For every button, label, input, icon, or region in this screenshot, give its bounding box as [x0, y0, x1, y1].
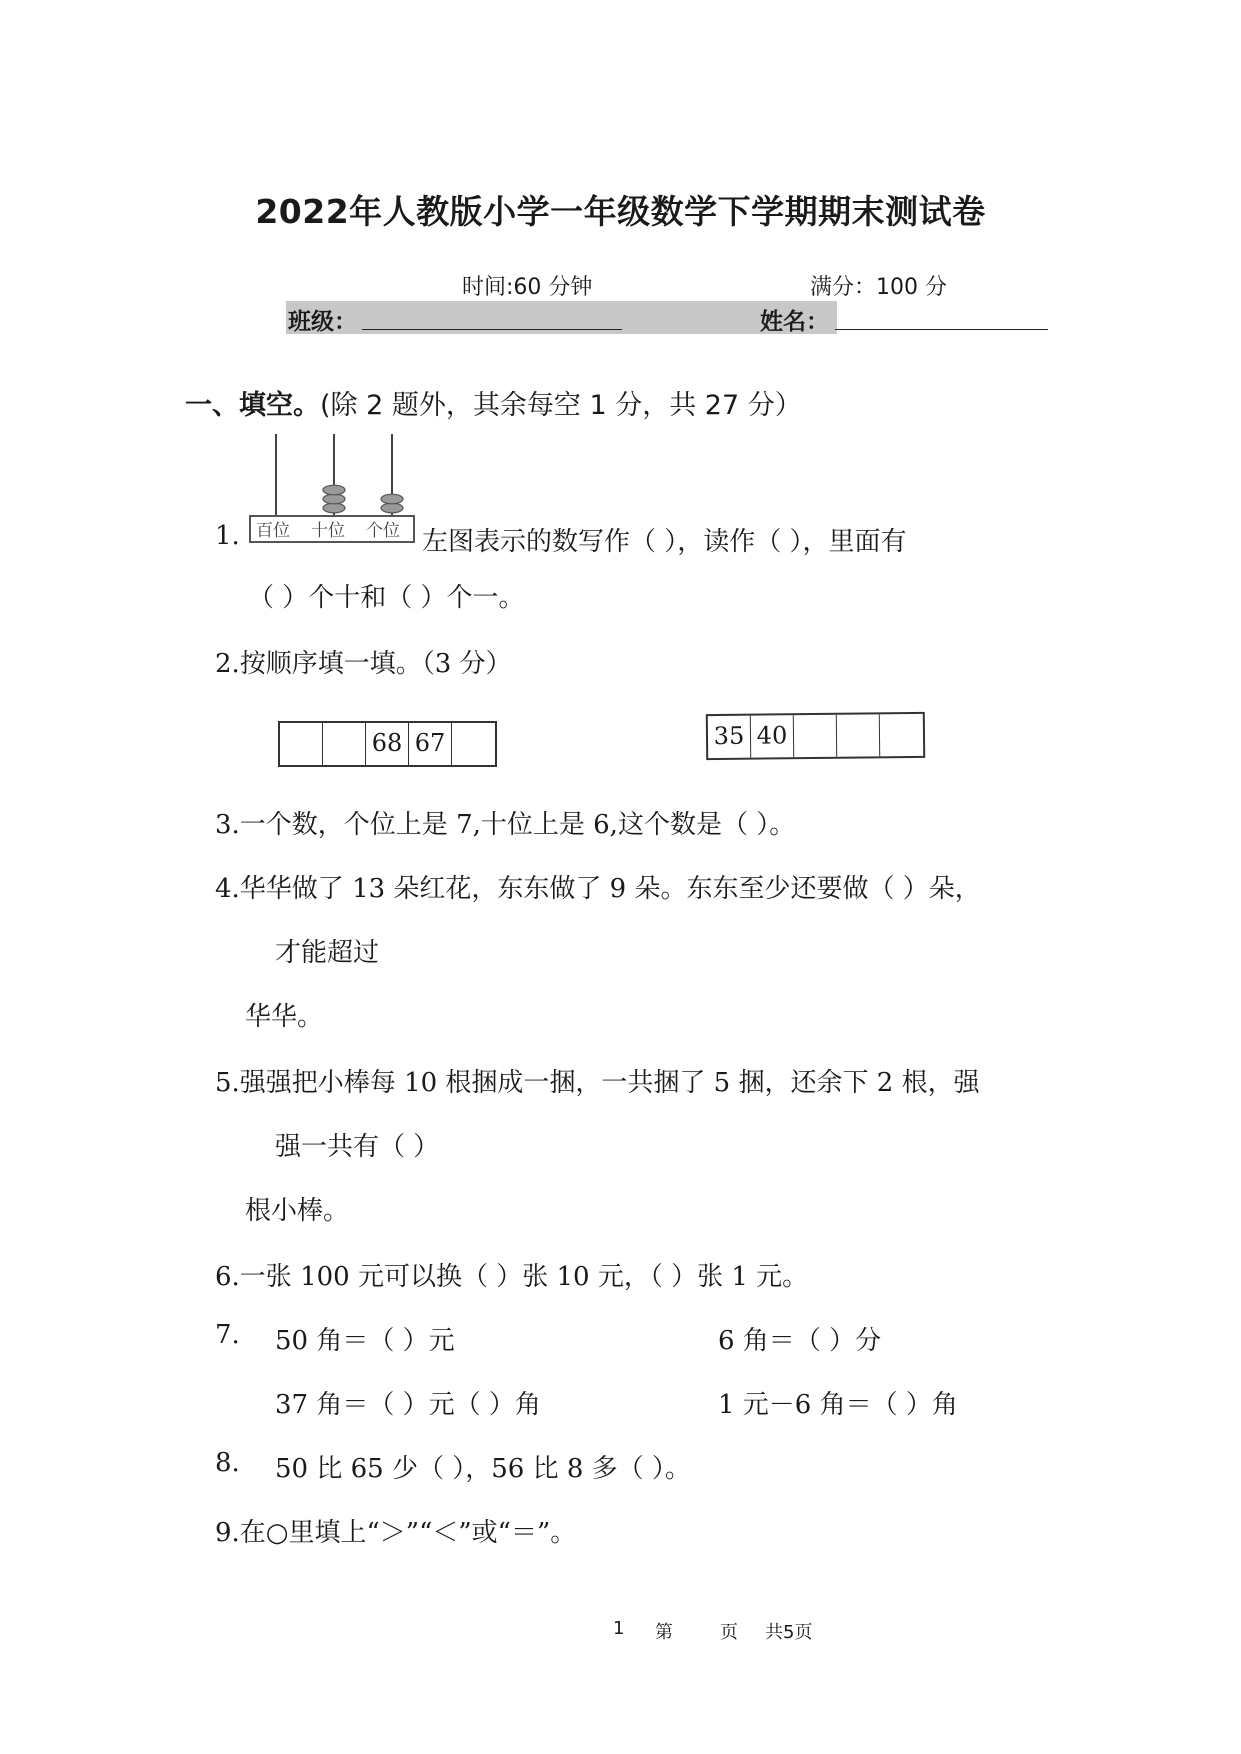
abacus-place-label: 百位 — [256, 521, 290, 541]
q7-item-a: 50 角＝（ ）元 — [275, 1326, 455, 1356]
sequence-cell[interactable] — [452, 723, 495, 765]
section-heading — [185, 383, 802, 422]
q4-line1: 4.华华做了 13 朵红花，东东做了 9 朵。东东至少还要做（ ）朵， — [215, 874, 981, 904]
sequence-cell[interactable] — [880, 714, 923, 756]
name-field[interactable] — [835, 329, 1048, 330]
sequence-cell[interactable] — [323, 723, 366, 765]
q7-number: 7. — [215, 1320, 240, 1350]
q1-line1: 左图表示的数写作（ ），读作（ ），里面有 — [422, 527, 907, 557]
class-field[interactable] — [362, 329, 622, 330]
q9-text: 9.在○里填上“＞”“＜”或“＝”。 — [215, 1518, 577, 1548]
q7-item-d: 1 元－6 角＝（ ）角 — [718, 1390, 958, 1420]
exam-full-score: 满分：100 分 — [810, 275, 947, 300]
sequence-box-2 — [706, 712, 925, 760]
abacus-bead — [323, 485, 345, 495]
q4-line3: 华华。 — [245, 1002, 324, 1032]
q1-number: 1. — [215, 521, 240, 551]
abacus-bead — [381, 494, 403, 504]
sequence-cell: 35 — [708, 716, 751, 758]
q5-line2: 强一共有（ ） — [275, 1132, 440, 1162]
name-label: 姓名： — [760, 309, 829, 335]
sequence-cell: 40 — [751, 715, 794, 757]
section-note: (除 2 题外，其余每空 1 分，共 27 分） — [320, 390, 802, 421]
q1-line2: （ ）个十和（ ）个一。 — [248, 583, 525, 613]
sequence-cell[interactable] — [837, 714, 880, 756]
abacus-figure — [248, 432, 418, 546]
sequence-cell: 67 — [409, 723, 452, 765]
footer-total-pages: 共5页 — [765, 1622, 813, 1643]
q4-line2: 才能超过 — [275, 938, 380, 968]
sequence-cell[interactable] — [280, 723, 323, 765]
q6-text: 6.一张 100 元可以换（ ）张 10 元，（ ）张 1 元。 — [215, 1262, 809, 1292]
q7-item-b: 6 角＝（ ）分 — [718, 1326, 882, 1356]
q3-text: 3.一个数，个位上是 7,十位上是 6,这个数是（ ）。 — [215, 810, 796, 840]
abacus-bead — [381, 503, 403, 513]
q5-line3: 根小棒。 — [245, 1196, 350, 1226]
footer-page-number: 1 — [613, 1618, 625, 1639]
q7-item-c: 37 角＝（ ）元（ ）角 — [275, 1390, 541, 1420]
abacus-bead — [323, 503, 345, 513]
section-title: 一、填空。 — [185, 390, 320, 421]
q2-text: 2.按顺序填一填。（3 分） — [215, 649, 512, 679]
footer-ye: 页 — [720, 1622, 738, 1643]
abacus-bead — [323, 494, 345, 504]
q8-text: 50 比 65 少（ ），56 比 8 多（ ）。 — [275, 1454, 691, 1484]
exam-time: 时间:60 分钟 — [462, 275, 593, 300]
sequence-cell[interactable] — [794, 715, 837, 757]
sequence-box-1 — [278, 721, 497, 767]
page-title: 2022年人教版小学一年级数学下学期期末测试卷 — [255, 192, 986, 231]
q8-number: 8. — [215, 1448, 240, 1478]
abacus-place-label: 十位 — [311, 521, 345, 541]
abacus-place-label: 个位 — [366, 521, 400, 541]
sequence-cell: 68 — [366, 723, 409, 765]
class-label: 班级： — [288, 309, 357, 335]
footer-di: 第 — [655, 1622, 673, 1643]
q5-line1: 5.强强把小棒每 10 根捆成一捆，一共捆了 5 捆，还余下 2 根，强 — [215, 1068, 980, 1098]
